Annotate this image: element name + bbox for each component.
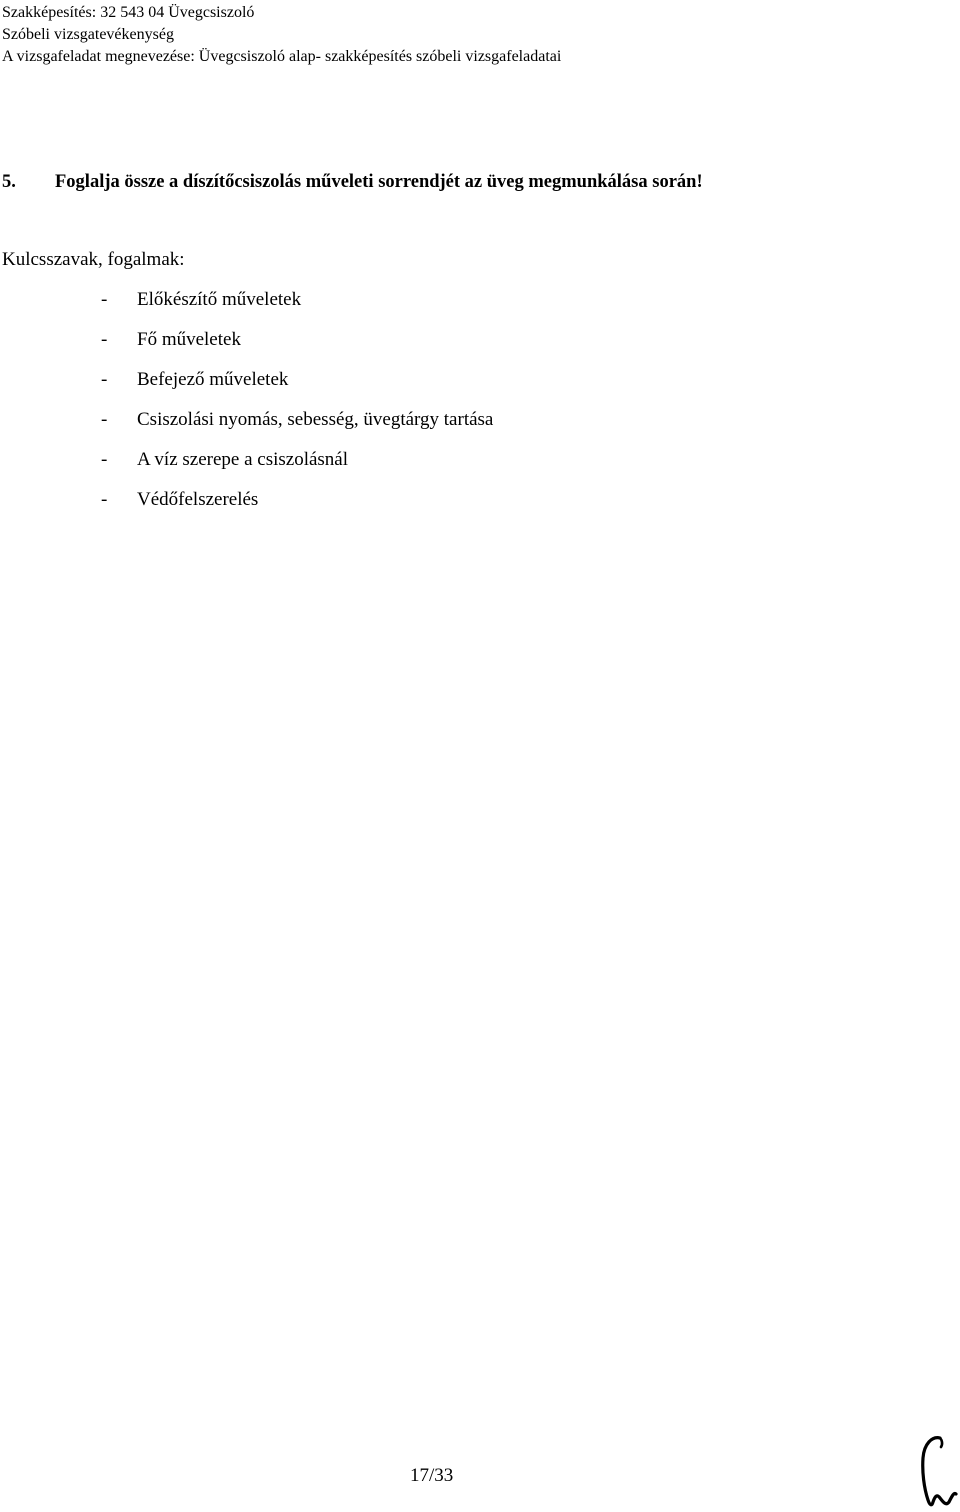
header-exam-activity: Szóbeli vizsgatevékenység xyxy=(2,26,174,43)
bullet-dash: - xyxy=(101,369,108,390)
keyword-text: Befejező műveletek xyxy=(137,369,289,390)
keyword-text: Előkészítő műveletek xyxy=(137,289,302,310)
keyword-item xyxy=(101,407,493,447)
keyword-text: Védőfelszerelés xyxy=(137,489,259,510)
header-qualification: Szakképesítés: 32 543 04 Üvegcsiszoló xyxy=(2,4,255,21)
bullet-dash: - xyxy=(101,289,108,310)
keyword-item xyxy=(101,487,493,527)
question-number: 5. xyxy=(2,172,16,192)
keyword-text: Csiszolási nyomás, sebesség, üvegtárgy tartása xyxy=(137,409,494,430)
bullet-dash: - xyxy=(101,409,108,430)
keywords-title: Kulcsszavak, fogalmak: xyxy=(2,249,185,270)
document-header xyxy=(2,2,561,68)
bullet-dash: - xyxy=(101,329,108,350)
keyword-item xyxy=(101,367,493,407)
keyword-item xyxy=(101,447,493,487)
keyword-item xyxy=(101,327,493,367)
page-number: 17/33 xyxy=(410,1465,454,1486)
bullet-dash: - xyxy=(101,449,108,470)
handwritten-signature xyxy=(918,1432,958,1508)
header-task-name: A vizsgafeladat megnevezése: Üvegcsiszoló alap- szakképesítés szóbeli vizsgafeladatai xyxy=(2,48,562,65)
keyword-item xyxy=(101,287,493,327)
question xyxy=(2,169,703,195)
keyword-text: Fő műveletek xyxy=(137,329,241,350)
keyword-text: A víz szerepe a csiszolásnál xyxy=(137,449,349,470)
bullet-dash: - xyxy=(101,489,108,510)
keyword-list xyxy=(101,287,493,527)
question-text: Foglalja össze a díszítőcsiszolás műveleti sorrendjét az üveg megmunkálása során! xyxy=(55,172,703,192)
